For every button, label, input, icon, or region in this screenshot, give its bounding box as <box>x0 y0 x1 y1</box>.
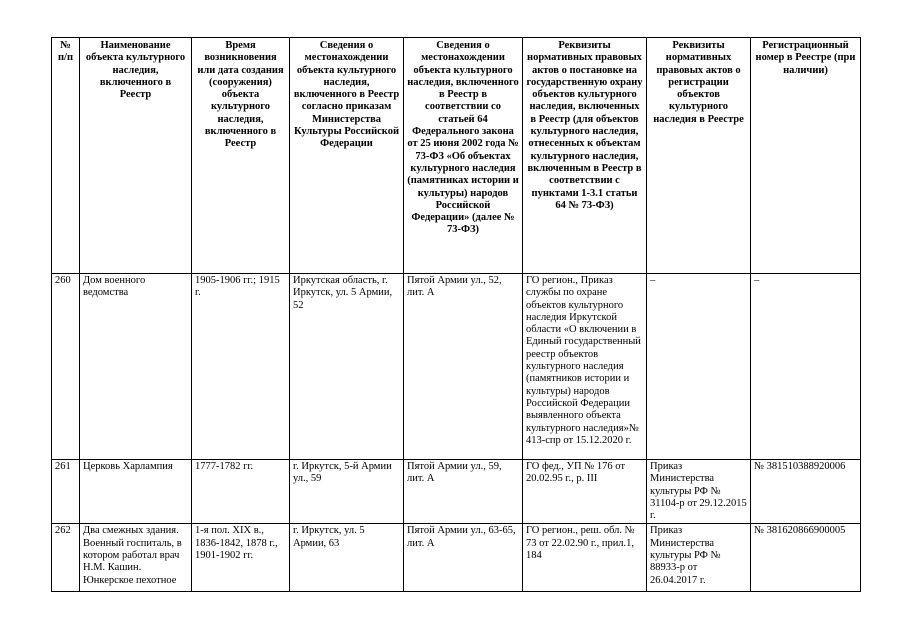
row-reg-number: № 381620866900005 <box>751 524 861 592</box>
row-location-law: Пятой Армии ул., 63-65, лит. А <box>404 524 523 592</box>
row-reg-number: № 381510388920006 <box>751 460 861 524</box>
row-number: 260 <box>52 274 80 460</box>
header-date: Время возникновения или дата создания (сооружения) объекта культурного наследия, включенного в Реестр <box>192 38 290 274</box>
row-registration-act: – <box>647 274 751 460</box>
row-protection-act: ГО регион., Приказ службы по охране объектов культурного наследия Иркутской области «О включении в Единый государственный реестр объектов культурного наследия (памятников истории и культуры) народов Российской Федерации выявленного объекта культурного наследия»№ 413-спр от 15.12.2020 г. <box>523 274 647 460</box>
table-row <box>52 460 861 524</box>
row-registration-act: Приказ Министерства культуры РФ № 31104-р от 29.12.2015 г. <box>647 460 751 524</box>
header-location-law: Сведения о местонахождении объекта культурного наследия, включенного в Реестр в соответствии со статьей 64 Федерального закона от 25 июня 2002 года № 73-ФЗ «Об объектах культурного наследия (памятниках истории и культуры) народов Российской Федерации» (далее № 73-ФЗ) <box>404 38 523 274</box>
row-name: Церковь Харлампия <box>80 460 192 524</box>
row-location-order: г. Иркутск, 5-й Армии ул., 59 <box>290 460 404 524</box>
row-number: 262 <box>52 524 80 592</box>
row-location-order: Иркутская область, г. Иркутск, ул. 5 Армии, 52 <box>290 274 404 460</box>
header-registration-act: Реквизиты нормативных правовых актов о регистрации объектов культурного наследия в Реестре <box>647 38 751 274</box>
row-date: 1-я пол. XIX в., 1836-1842, 1878 г., 1901-1902 гг. <box>192 524 290 592</box>
table-row <box>52 524 861 592</box>
row-registration-act: Приказ Министерства культуры РФ № 88933-р от 26.04.2017 г. <box>647 524 751 592</box>
row-number: 261 <box>52 460 80 524</box>
row-date: 1905-1906 гг.; 1915 г. <box>192 274 290 460</box>
row-name: Два смежных здания. Военный госпиталь, в котором работал врач Н.М. Кашин. Юнкерское пехотное <box>80 524 192 592</box>
row-protection-act: ГО регион., реш. обл. № 73 от 22.02.90 г., прил.1, 184 <box>523 524 647 592</box>
row-reg-number: – <box>751 274 861 460</box>
row-protection-act: ГО фед., УП № 176 от 20.02.95 г., р. III <box>523 460 647 524</box>
header-location-order: Сведения о местонахождении объекта культурного наследия, включенного в Реестр согласно приказам Министерства Культуры Российской Федерации <box>290 38 404 274</box>
row-location-order: г. Иркутск, ул. 5 Армии, 63 <box>290 524 404 592</box>
row-date: 1777-1782 гг. <box>192 460 290 524</box>
header-name: Наименование объекта культурного наследия, включенного в Реестр <box>80 38 192 274</box>
row-location-law: Пятой Армии ул., 59, лит. А <box>404 460 523 524</box>
row-name: Дом военного ведомства <box>80 274 192 460</box>
header-reg-number: Регистрационный номер в Реестре (при наличии) <box>751 38 861 274</box>
table-header-row <box>52 38 861 274</box>
row-location-law: Пятой Армии ул., 52, лит. А <box>404 274 523 460</box>
heritage-registry-table <box>51 37 861 592</box>
header-protection-act: Реквизиты нормативных правовых актов о постановке на государственную охрану объектов культурного наследия, включенных в Реестр (для объектов культурного наследия, отнесенных к объектам культурного наследия, включенным в Реестр в соответствии с пунктами 1-3.1 статьи 64 № 73-ФЗ) <box>523 38 647 274</box>
table-row <box>52 274 861 460</box>
header-number: № п/п <box>52 38 80 274</box>
